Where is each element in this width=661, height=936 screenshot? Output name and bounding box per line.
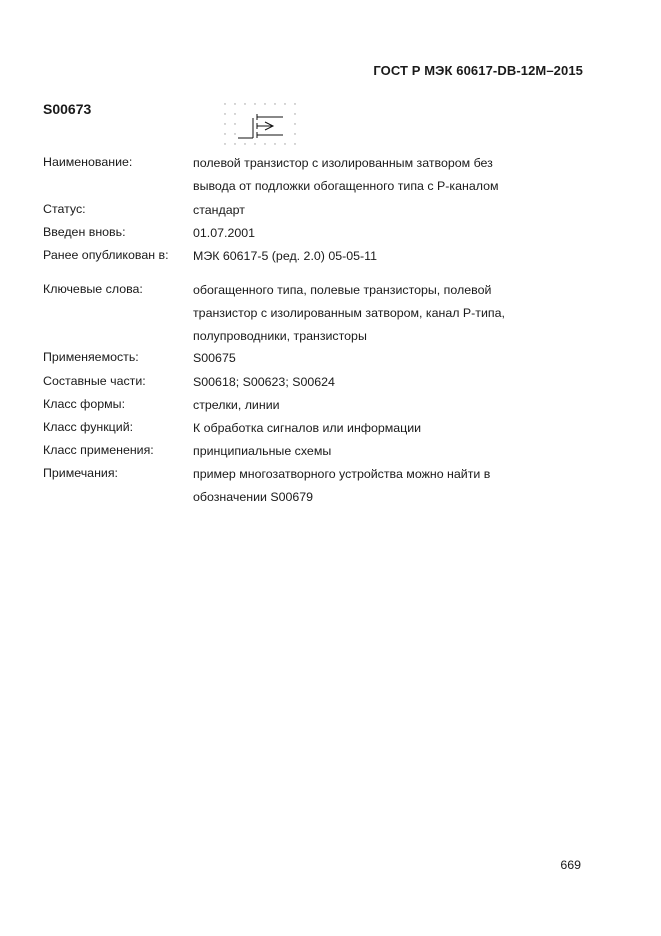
field-value-line: принципиальные схемы	[193, 444, 332, 458]
field-value-line: обозначении S00679	[193, 490, 314, 504]
field-value	[193, 443, 553, 466]
field-label: Применяемость:	[43, 350, 139, 364]
field-label: Ключевые слова:	[43, 282, 143, 296]
field-value	[193, 397, 553, 420]
field-value	[193, 202, 553, 225]
field-value	[193, 350, 553, 373]
header-title: ГОСТ Р МЭК 60617-DB-12M–2015	[373, 63, 583, 78]
field-value-line: стандарт	[193, 203, 245, 217]
field-label: Составные части:	[43, 374, 146, 388]
field-label: Статус:	[43, 202, 86, 216]
page-number: 669	[560, 858, 581, 872]
field-value	[193, 225, 553, 248]
field-value-line: обогащенного типа, полевые транзисторы, полевой	[193, 283, 492, 297]
field-value	[193, 248, 553, 271]
field-value-line: стрелки, линии	[193, 398, 280, 412]
field-value-line: вывода от подложки обогащенного типа с Р-каналом	[193, 179, 499, 193]
field-value	[193, 155, 553, 201]
field-label: Примечания:	[43, 466, 118, 480]
field-value	[193, 466, 553, 512]
field-value-line: МЭК 60617-5 (ред. 2.0) 05-05-11	[193, 249, 378, 263]
field-label: Наименование:	[43, 155, 133, 169]
transistor-symbol-svg	[222, 101, 304, 151]
field-label: Класс применения:	[43, 443, 154, 457]
field-value-line: S00675	[193, 351, 236, 365]
field-value-line: пример многозатворного устройства можно найти в	[193, 467, 491, 481]
field-value-line: полевой транзистор с изолированным затвором без	[193, 156, 493, 170]
field-value	[193, 282, 553, 351]
field-value-line: 01.07.2001	[193, 226, 256, 240]
field-value-line: транзистор с изолированным затвором, канал Р-типа,	[193, 306, 505, 320]
field-label: Введен вновь:	[43, 225, 126, 239]
field-value	[193, 420, 553, 443]
field-value	[193, 374, 553, 397]
field-label: Класс формы:	[43, 397, 126, 411]
field-value-line: S00618; S00623; S00624	[193, 375, 335, 389]
field-label: Класс функций:	[43, 420, 134, 434]
symbol-id: S00673	[43, 101, 92, 117]
symbol-grid-dots	[224, 103, 295, 144]
field-value-line: полупроводники, транзисторы	[193, 329, 367, 343]
field-label: Ранее опубликован в:	[43, 248, 169, 262]
transistor-symbol-icon	[222, 101, 304, 156]
field-value-line: К обработка сигналов или информации	[193, 421, 422, 435]
